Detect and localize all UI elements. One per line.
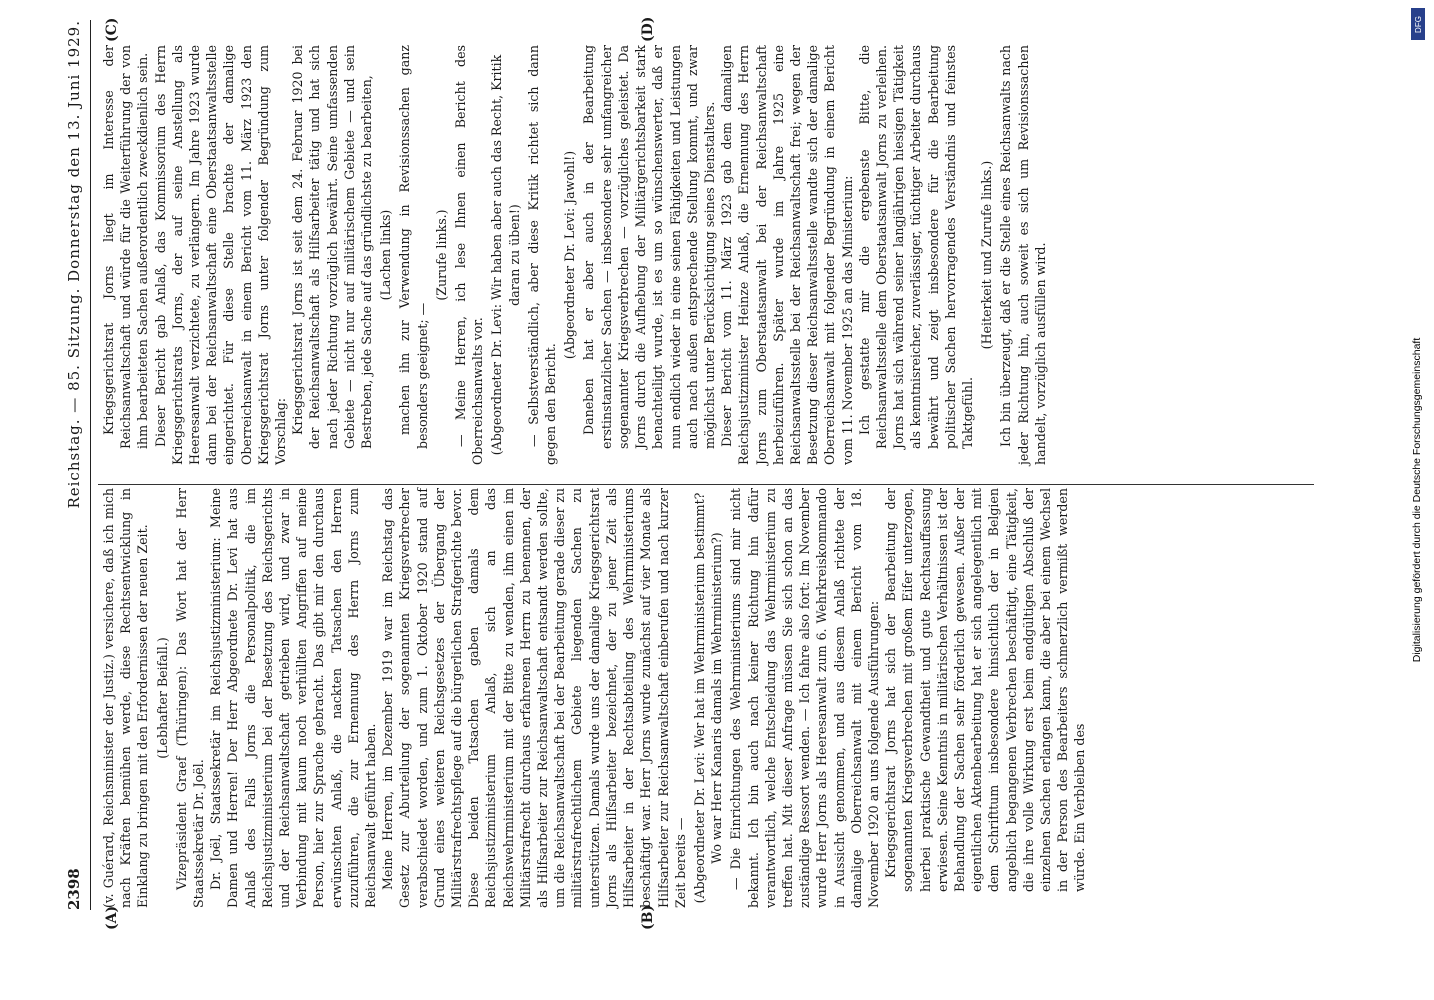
paragraph: (v. Guérard, Reichsminister der Justiz.) versichere, daß ich mich nach Kräften bemühen werde, diese Rechtsentwicklung in Einklang zu bringen mit den Erfordernissen der neuen Zeit. xyxy=(101,488,151,908)
interjection: (Abgeordneter Dr. Levi: Jawohl!) xyxy=(562,150,578,360)
dfg-logo: DFG xyxy=(1411,8,1425,40)
paragraph: Dieser Bericht gab Anlaß, das Kommissorium des Herrn Kriegsgerichtsrats Jorns, der auf seine Anstellung als Heeresanwalt verzichtete, zu verlängern. Im Jahre 1923 wurde dann bei der Reichsanwaltschaft eine Oberstaatsanwaltsstelle eingerichtet. Für diese Stelle brachte der damalige Oberreichsanwalt in einem Bericht vom 11. März 1923 den Kriegsgerichtsrat Jorns unter folgender Begründung zum Vorschlag: xyxy=(152,45,289,465)
paragraph: Kriegsgerichtsrat Jorns liegt im Interesse der Reichsanwaltschaft und würde für die Weiterführung der von ihm bearbeiteten Sachen außerordentlich zweckdienlich sein. xyxy=(101,45,151,449)
interjection: (Abgeordneter Dr. Levi: Wer hat im Wehrministerium bestimmt? Wo war Herr Kanaris damals im Wehrministerium?) xyxy=(691,492,725,904)
paragraph: Kriegsgerichtsrat Jorns hat sich der Bearbeitung der sogenannten Kriegsverbrechen mit großem Eifer unterzogen, hierbei praktische Gewandtheit und gute Rechtsauffassung erwiesen. Seine Kenntnis in militärischen Verhältnissen ist der Behandlung der Sachen sehr förderlich gewesen. Außer der eigentlichen Aktenbearbeitung hat er sich angelegentlich mit dem Schrifttum insbesondere hinsichtlich der in Belgien angeblich begangenen Verbrechen beschäftigt, eine Tätigkeit, die ihre volle Wirkung erst beim endgültigen Abschluß der einzelnen Sachen erlangen kann, die aber bei einem Wechsel in der Person des Bearbeiters schmerzlich vermißt werden würde. Ein Verbleiben des xyxy=(883,488,1088,892)
interjection: (Zurufe links.) xyxy=(433,209,449,301)
interjection: (Lebhafter Beifall.) xyxy=(154,637,170,759)
page-header xyxy=(62,20,91,910)
left-column xyxy=(100,488,1089,908)
paragraph: Meine Herren, im Dezember 1919 war im Reichstag das Gesetz zur Aburteilung der sogenannten Kriegsverbrecher verabschiedet worden, und zum 1. Oktober 1920 stand auf Grund eines weiteren Reichsgesetzes der Übergang der Militärstrafrechtspflege auf die bürgerlichen Strafgerichte bevor. Diese beiden Tatsachen gaben damals dem Reichsjustizministerium Anlaß, sich an das Reichswehrministerium mit der Bitte zu wenden, ihm einen im Militärstrafrecht durchaus erfahrenen Herrn zu benennen, der als Hilfsarbeiter zur Reichsanwaltschaft entsandt werden sollte, um die Reichsanwaltschaft bei der Bearbeitung gerade dieser zu militärstrafrechtlichem Gebiete liegenden Sachen zu unterstützen. Damals wurde uns der damalige Kriegsgerichtsrat Jorns als Hilfsarbeiter bezeichnet, der zu jener Zeit als Hilfsarbeiter in der Rechtsabteilung des Wehrministeriums beschäftigt war. Herr Jorns wurde zunächst auf vier Monate als Hilfsarbeiter zur Reichsanwaltschaft einberufen und nach kurzer Zeit bereits — xyxy=(380,488,688,908)
credit-text: Digitalisierung gefördert durch die Deutsche Forschungsgemeinschaft xyxy=(1411,337,1423,663)
paragraph: — Meine Herren, ich lese Ihnen einen Bericht des Oberreichsanwalts vor. xyxy=(453,45,486,465)
page-title: Reichstag. — 85. Sitzung. Donnerstag den 13. Juni 1929. xyxy=(65,20,83,509)
right-column xyxy=(100,45,1049,465)
paragraph: Ich bin überzeugt, daß er die Stelle eines Reichsanwalts nach jeder Richtung hin, auch soweit es sich um Revisionssachen handelt, vorzüglich ausfüllen wird. xyxy=(998,45,1048,465)
paragraph: Dr. Joël, Staatssekretär im Reichsjustizministerium: Meine Damen und Herren! Der Herr Abgeordnete Dr. Levi hat aus Anlaß des Falls Jorns die Personalpolitik, die im Reichsjustizministerium bei der Besetzung des Reichsgerichts und der Reichsanwaltschaft getrieben wird, und zwar in Verbindung mit kaum noch verhüllten Angriffen auf meine Person, hier zur Sprache gebracht. Das gibt mir den durchaus erwünschten Anlaß, die nackten Tatsachen den Herren zuzuführen, die zur Ernennung des Herrn Jorns zum Reichsanwalt geführt haben. xyxy=(208,488,379,908)
paragraph: Kriegsgerichtsrat Jorns ist seit dem 24. Februar 1920 bei der Reichsanwaltschaft als Hilfsarbeiter tätig und hat sich nach jeder Richtung vorzüglich bewährt. Seine umfassenden Gebiete — nicht nur auf militärischem Gebiete — und sein Bestreben, jede Sache auf das gründlichste zu bearbeiten, xyxy=(290,45,375,449)
margin-marker-d: (D) xyxy=(640,16,656,42)
paragraph: — Die Einrichtungen des Wehrministeriums sind mir nicht bekannt. Ich bin auch nach keiner Richtung hin dafür verantwortlich, welche Entscheidung das Wehrministerium zu treffen hat. Mit dieser Anfrage müssen Sie sich schon an das zuständige Ressort wenden. — Ich fahre also fort: Im November wurde Herr Jorns als Heeresanwalt zum 6. Wehrkreiskommando in Aussicht genommen, und aus diesem Anlaß richtete der damalige Oberreichsanwalt mit einem Bericht vom 18. November 1920 an uns folgende Ausführungen: xyxy=(728,488,881,908)
margin-marker-b: (B) xyxy=(640,904,656,930)
sidebar-credit xyxy=(1407,0,1427,1000)
paragraph: machen ihn zur Verwendung in Revisionssachen ganz besonders geeignet; — xyxy=(397,45,430,449)
interjection: (Heiterkeit und Zurufe links.) xyxy=(979,160,995,350)
column-divider xyxy=(98,484,1314,485)
page-number: 2398 xyxy=(65,868,83,910)
paragraph: Ich gestatte mir die ergebenste Bitte, die Reichsanwaltsstelle dem Oberstaatsanwalt Jorns zu verleihen. Jorns hat sich während seiner langjährigen hiesigen Tätigkeit als kenntnisreicher, zuverlässiger, tüchtiger Arbeiter durchaus bewährt und zeigt insbesondere für die Bearbeitung politischer Sachen hervorragendes Verständnis und feinstes Taktgefühl. xyxy=(856,45,975,449)
margin-marker-c: (C) xyxy=(104,17,120,42)
interjection: (Abgeordneter Dr. Levi: Wir haben aber auch das Recht, Kritik daran zu üben!) xyxy=(489,54,522,456)
paragraph: — Selbstverständlich, aber diese Kritik richtet sich dann gegen den Bericht. xyxy=(525,45,559,465)
paragraph: Vizepräsident Graef (Thüringen): Das Wort hat der Herr Staatssekretär Dr. Joël. xyxy=(173,488,207,908)
margin-marker-a: (A) xyxy=(104,905,120,930)
interjection: (Lachen links) xyxy=(378,209,394,301)
paragraph: Daneben hat er aber auch in der Bearbeitung erstinstanzlicher Sachen — insbesondere sehr umfangreicher sogenannter Kriegsverbrechen — vorzügliches geleistet. Da Jorns durch die Aufhebung der Militärgerichtsbarkeit stark benachteiligt wurde, ist es um so wünschenswerter, daß er nun endlich wieder in eine seinen Fähigkeiten und Leistungen auch nach außen entsprechende Stellung kommt, und zwar möglichst unter Berücksichtigung seines Dienstalters. xyxy=(581,45,717,449)
paragraph: Dieser Bericht vom 11. März 1923 gab dem damaligen Reichsjustizminister Heinze Anlaß, die Ernennung des Herrn Jorns zum Oberstaatsanwalt bei der Reichsanwaltschaft herbeizuführen. Später wurde im Jahre 1925 eine Reichsanwaltsstelle bei der Reichsanwaltschaft frei; wegen der Besetzung dieser Reichsanwaltsstelle wandte sich der damalige Oberreichsanwalt mit folgender Begründung in einem Bericht vom 11. November 1925 an das Ministerium: xyxy=(719,45,855,465)
